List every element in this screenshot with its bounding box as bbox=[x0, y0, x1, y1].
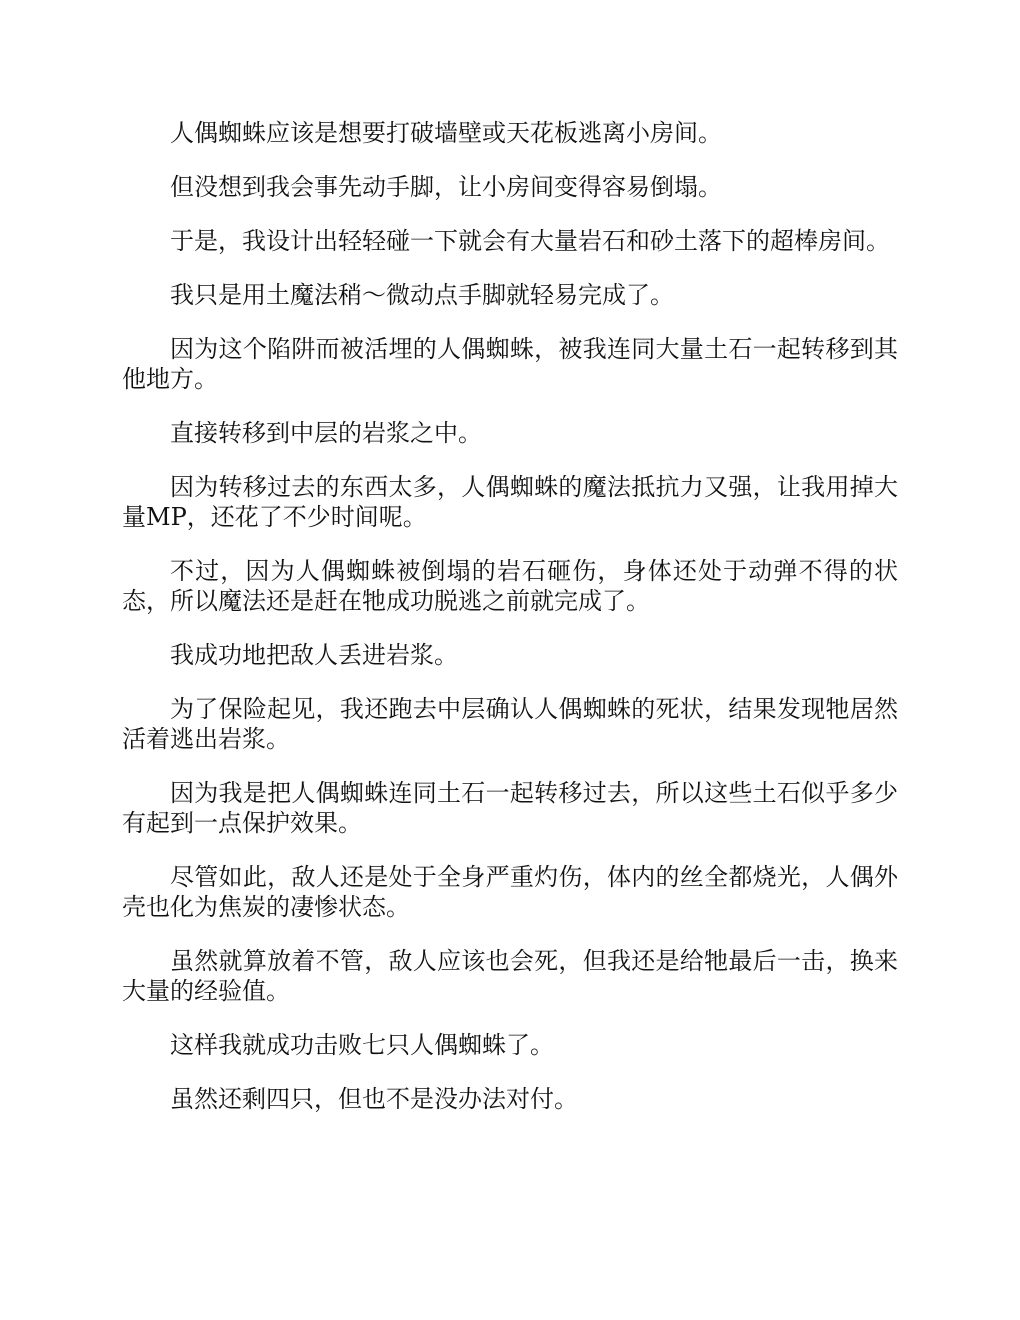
paragraph: 因为我是把人偶蜘蛛连同土石一起转移过去，所以这些土石似乎多少有起到一点保护效果。 bbox=[122, 779, 898, 837]
paragraph: 我只是用土魔法稍～微动点手脚就轻易完成了。 bbox=[170, 281, 674, 309]
paragraph: 为了保险起见，我还跑去中层确认人偶蜘蛛的死状，结果发现牠居然活着逃出岩浆。 bbox=[122, 695, 898, 753]
paragraph: 因为这个陷阱而被活埋的人偶蜘蛛，被我连同大量土石一起转移到其他地方。 bbox=[122, 335, 898, 393]
paragraph: 这样我就成功击败七只人偶蜘蛛了。 bbox=[170, 1031, 554, 1059]
paragraph: 于是，我设计出轻轻碰一下就会有大量岩石和砂土落下的超棒房间。 bbox=[170, 227, 890, 255]
paragraph: 因为转移过去的东西太多，人偶蜘蛛的魔法抵抗力又强，让我用掉大量MP，还花了不少时间呢。 bbox=[122, 473, 898, 531]
paragraph: 虽然还剩四只，但也不是没办法对付。 bbox=[170, 1085, 578, 1113]
paragraph: 直接转移到中层的岩浆之中。 bbox=[170, 419, 482, 447]
paragraph: 我成功地把敌人丢进岩浆。 bbox=[170, 641, 458, 669]
paragraph: 但没想到我会事先动手脚，让小房间变得容易倒塌。 bbox=[170, 173, 722, 201]
paragraph: 人偶蜘蛛应该是想要打破墙壁或天花板逃离小房间。 bbox=[170, 119, 722, 147]
paragraph: 虽然就算放着不管，敌人应该也会死，但我还是给牠最后一击，换来大量的经验值。 bbox=[122, 947, 898, 1005]
document-page bbox=[122, 118, 898, 1138]
paragraph: 不过，因为人偶蜘蛛被倒塌的岩石砸伤，身体还处于动弹不得的状态，所以魔法还是赶在牠成功脱逃之前就完成了。 bbox=[122, 557, 898, 615]
paragraph: 尽管如此，敌人还是处于全身严重灼伤，体内的丝全都烧光，人偶外壳也化为焦炭的凄惨状态。 bbox=[122, 863, 898, 921]
